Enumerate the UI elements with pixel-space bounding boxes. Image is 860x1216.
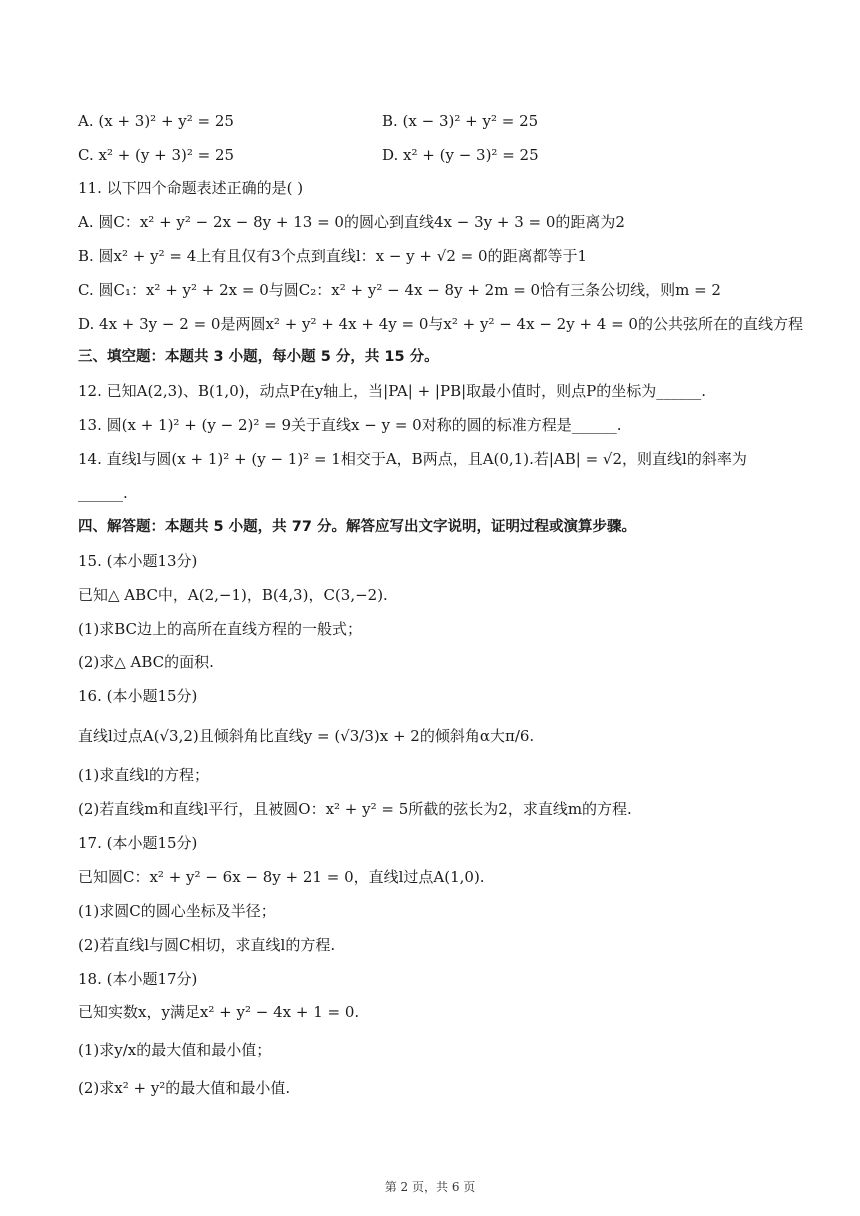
q16-title: 16. (本小题15分) <box>78 687 198 705</box>
q10-option-a: A. (x + 3)² + y² = 25 <box>78 112 234 130</box>
q17-part2: (2)若直线l与圆C相切，求直线l的方程. <box>78 936 336 954</box>
q17-stem: 已知圆C：x² + y² − 6x − 8y + 21 = 0，直线l过点A(1,0). <box>78 868 485 886</box>
q14-text: 14. 直线l与圆(x + 1)² + (y − 1)² = 1相交于A，B两点，且A(0,1).若|AB| = √2，则直线l的斜率为 <box>78 450 747 468</box>
q15-part2: (2)求△ ABC的面积. <box>78 653 214 671</box>
q11-option-c: C. 圆C₁：x² + y² + 2x = 0与圆C₂：x² + y² − 4x − 8y + 2m = 0恰有三条公切线，则m = 2 <box>78 281 721 299</box>
q17-title: 17. (本小题15分) <box>78 834 198 852</box>
q18-title: 18. (本小题17分) <box>78 970 198 988</box>
q11-stem: 11. 以下四个命题表述正确的是( ) <box>78 179 304 197</box>
q16-part1: (1)求直线l的方程； <box>78 766 210 784</box>
q16-stem: 直线l过点A(√3,2)且倾斜角比直线y = (√3/3)x + 2的倾斜角α大π/6. <box>78 727 535 745</box>
q17-part1: (1)求圆C的圆心坐标及半径； <box>78 902 276 920</box>
q18-part2: (2)求x² + y²的最大值和最小值. <box>78 1079 291 1097</box>
q15-title: 15. (本小题13分) <box>78 552 198 570</box>
q11-option-a: A. 圆C：x² + y² − 2x − 8y + 13 = 0的圆心到直线4x − 3y + 3 = 0的距离为2 <box>78 213 625 231</box>
section3-heading: 三、填空题：本题共 3 小题，每小题 5 分，共 15 分。 <box>78 349 439 365</box>
q14-blank: ______. <box>78 484 128 502</box>
q15-stem: 已知△ ABC中，A(2,−1)，B(4,3)，C(3,−2). <box>78 586 388 604</box>
q11-option-d: D. 4x + 3y − 2 = 0是两圆x² + y² + 4x + 4y = 0与x² + y² − 4x − 2y + 4 = 0的公共弦所在的直线方程 <box>78 315 803 333</box>
q10-option-d: D. x² + (y − 3)² = 25 <box>382 146 539 164</box>
q16-part2: (2)若直线m和直线l平行，且被圆O：x² + y² = 5所截的弦长为2，求直线m的方程. <box>78 800 632 818</box>
q12-text: 12. 已知A(2,3)、B(1,0)，动点P在y轴上，当|PA| + |PB|取最小值时，则点P的坐标为______. <box>78 382 707 400</box>
section4-heading: 四、解答题：本题共 5 小题，共 77 分。解答应写出文字说明，证明过程或演算步骤。 <box>78 519 636 535</box>
q10-option-b: B. (x − 3)² + y² = 25 <box>382 112 539 130</box>
q10-option-c: C. x² + (y + 3)² = 25 <box>78 146 235 164</box>
q15-part1: (1)求BC边上的高所在直线方程的一般式； <box>78 620 363 638</box>
q11-option-b: B. 圆x² + y² = 4上有且仅有3个点到直线l：x − y + √2 = 0的距离都等于1 <box>78 247 588 265</box>
page-footer: 第 2 页，共 6 页 <box>384 1180 476 1194</box>
q13-text: 13. 圆(x + 1)² + (y − 2)² = 9关于直线x − y = 0对称的圆的标准方程是______. <box>78 416 622 434</box>
q18-stem: 已知实数x，y满足x² + y² − 4x + 1 = 0. <box>78 1003 360 1021</box>
q18-part1: (1)求y/x的最大值和最小值； <box>78 1041 272 1059</box>
